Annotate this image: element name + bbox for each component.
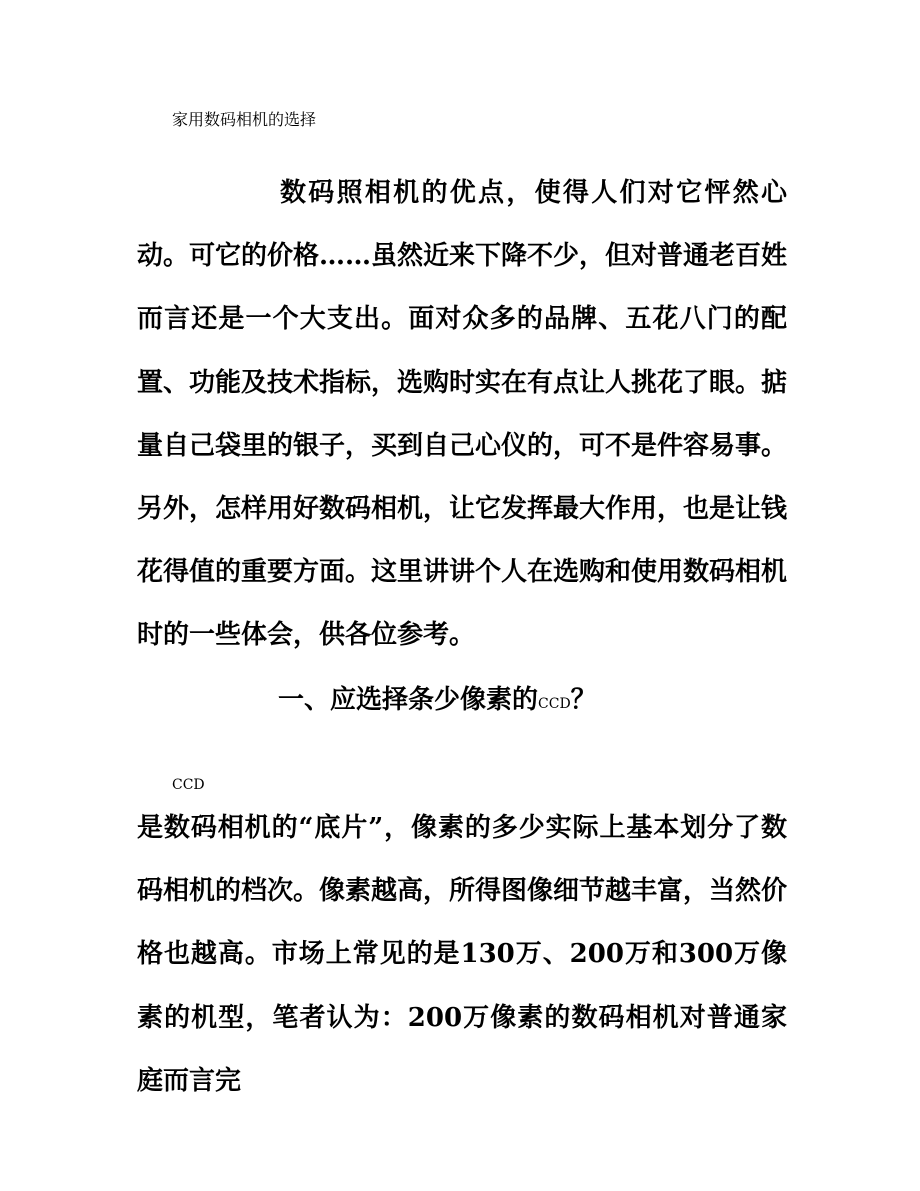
document-title: 家用数码相机的选择: [172, 110, 317, 129]
section-heading-text: 一、应选择条少像素的: [278, 685, 539, 715]
intro-paragraph: 数码照相机的优点，使得人们对它怦然心动。可它的价格……虽然近来下降不少，但对普通老百姓而言还是一个大支出。面对众多的品牌、五花八门的配置、功能及技术指标，选购时实在有点让人挑花了眼。掂量自己袋里的银子，买到自己心仪的，可不是件容易事。另外，怎样用好数码相机，让它发挥最大作用，也是让钱花得值的重要方面。这里讲讲个人在选购和使用数码相机时的一些体会，供各位参考。: [137, 178, 788, 651]
section-heading-ccd: CCD: [538, 696, 571, 712]
section-heading-question-mark: ？: [570, 685, 597, 715]
body-paragraph: 是数码相机的“底片”，像素的多少实际上基本划分了数码相机的档次。像素越高，所得图像细节越丰富，当然价格也越高。市场上常见的是130万、200万和300万像素的机型，笔者认为：200万像素的数码相机对普通家庭而言完: [137, 813, 788, 1096]
section-heading: [278, 680, 597, 724]
ccd-label: CCD: [172, 777, 205, 793]
